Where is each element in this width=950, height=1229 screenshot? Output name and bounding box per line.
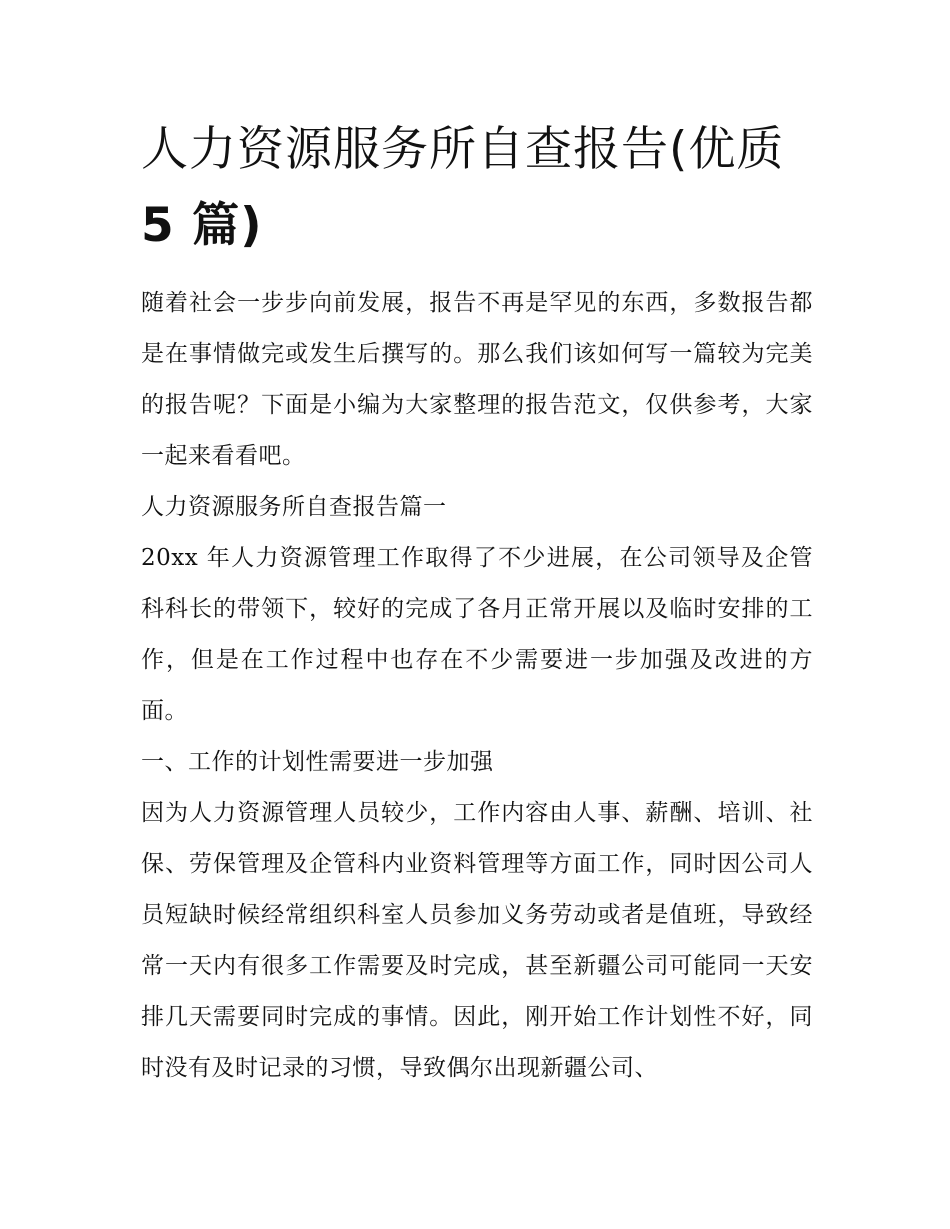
title-main: 人力资源服务所自查报告(优质 <box>141 122 785 177</box>
section-heading-part-one: 人力资源服务所自查报告篇一 <box>141 494 447 520</box>
title-suffix: 5 篇) <box>141 198 263 253</box>
subheading-planning: 一、工作的计划性需要进一步加强 <box>141 749 494 775</box>
intro-paragraph: 随着社会一步步向前发展，报告不再是罕见的东西，多数报告都是在事情做完或发生后撰写的。那么我们该如何写一篇较为完美的报告呢？下面是小编为大家整理的报告范文，仅供参考，大家一起来看看吧。 <box>141 290 813 469</box>
document-body <box>141 278 813 1094</box>
body-paragraph: 20xx 年人力资源管理工作取得了不少进展，在公司领导及企管科科长的带领下，较好的完成了各月正常开展以及临时安排的工作，但是在工作过程中也存在不少需要进一步加强及改进的方面。 <box>141 545 813 724</box>
document-title <box>141 112 821 264</box>
body-paragraph: 因为人力资源管理人员较少，工作内容由人事、薪酬、培训、社保、劳保管理及企管科内业资料管理等方面工作，同时因公司人员短缺时候经常组织科室人员参加义务劳动或者是值班，导致经常一天内有很多工作需要及时完成，甚至新疆公司可能同一天安排几天需要同时完成的事情。因此，刚开始工作计划性不好，同时没有及时记录的习惯，导致偶尔出现新疆公司、 <box>141 800 813 1081</box>
